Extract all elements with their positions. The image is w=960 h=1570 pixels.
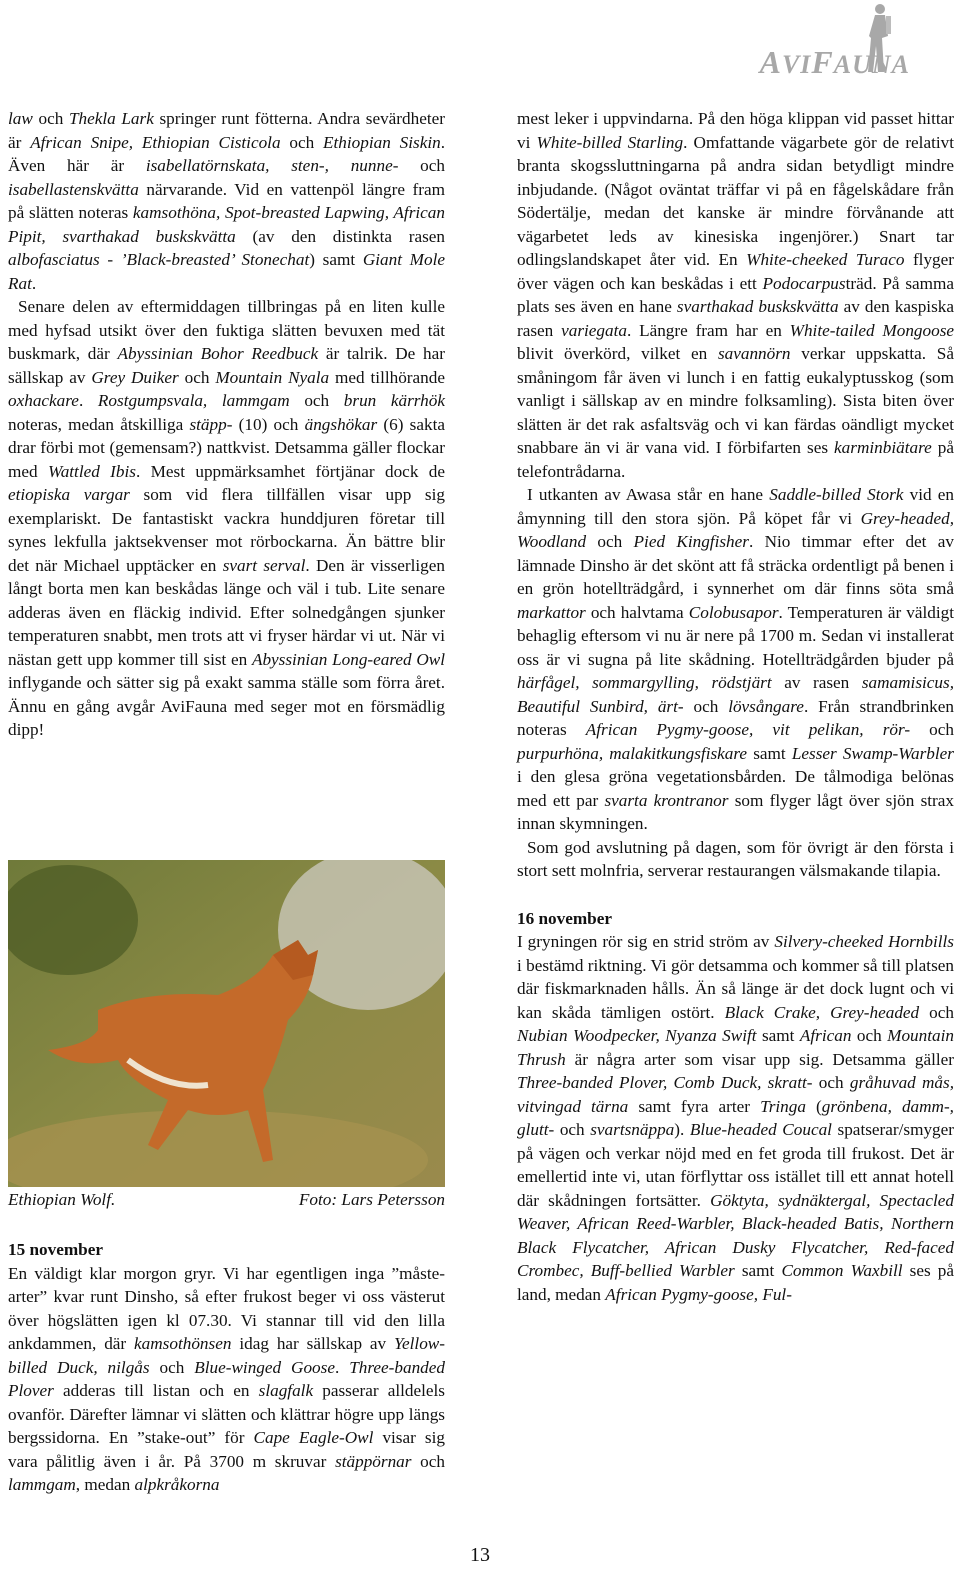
paragraph: law och Thekla Lark springer runt fötterna. Andra sevärdheter är African Snipe, Ethiopian Cisticola och Ethiopian Siskin. Även här är isabellatörnskata, sten-, nunne- och isabellastenskvätta närvarande. Vid en vattenpöl längre fram på slätten noteras kamsothöna, Spot-breasted Lapwing, African Pipit, svarthakad buskskvätta (av den distinkta rasen albofasciatus - ’Black-breasted’ Stonechat) samt Giant Mole Rat.	[8, 109, 445, 293]
paragraph: Som god avslutning på dagen, som för övrigt är den första i stort sett molnfria, serverar restaurangen välsmakande tilapia.	[517, 837, 954, 880]
day-heading: 16 november	[517, 908, 612, 928]
left-column-top	[8, 107, 445, 742]
ethiopian-wolf-photo	[8, 860, 445, 1187]
page-number: 13	[470, 1544, 490, 1566]
avifauna-logo	[710, 0, 910, 80]
paragraph: I utkanten av Awasa står en hane Saddle-billed Stork vid en åmynning till den stora sjön. På köpet får vi Grey-headed, Woodland och Pied Kingfisher. Nio timmar efter det av lämnade Dinsho är det skönt att få sträcka ordentligt på benen i en grön hotellträdgård, i synnerhet om där finns söta små markattor och halvtama Colobusapor. Temperaturen är väldigt behaglig eftersom vi nu är nere på 1700 m. Sedan vi installerat oss är vi sugna på lite skådning. Hotellträdgården bjuder på härfågel, sommargylling, rödstjärt av rasen samamisicus, Beautiful Sunbird, ärt- och lövsångare. Från strandbrinken noteras African Pygmy-goose, vit pelikan, rör- och purpurhöna, malakitkungsfiskare samt Lesser Swamp-Warbler i den glesa gröna vegetationsbården. De tålmodiga belönas med ett par svarta krontranor som flyger lågt över sjön strax innan skymningen.	[517, 485, 955, 833]
paragraph: I gryningen rör sig en strid ström av Silvery-cheeked Hornbills i bestämd riktning. Vi gör detsamma och kommer så till platsen där fiskmarknaden hålls. Än så länge är det dock lugnt och vi kan skåda tämligen ostört. Black Crake, Grey-headed och Nubian Woodpecker, Nyanza Swift samt African och Mountain Thrush är några arter som visar upp sig. Detsamma gäller Three-banded Plover, Comb Duck, skratt- och gråhuvad mås, vitvingad tärna samt fyra arter Tringa (grönbena, damm-, glutt- och svartsnäppa). Blue-headed Coucal spatserar/smyger på vägen och verkar nöjd med en fet groda till frukost. Det är emellertid inte vi, utan förflyttar oss istället till ett annat hotell där skådningen fortsätter. Göktyta, sydnäktergal, Spectacled Weaver, African Reed-Warbler, Black-headed Batis, Northern Black Flycatcher, African Dusky Flycatcher, Red-faced Crombec, Buff-bellied Warbler samt Common Waxbill ses på land, medan African Pygmy-goose, Ful-	[517, 932, 955, 1304]
caption-text: Ethiopian Wolf.	[8, 1190, 116, 1209]
photo-caption	[8, 1190, 445, 1210]
day-heading: 15 november	[8, 1240, 103, 1259]
paragraph: mest leker i uppvindarna. På den höga klippan vid passet hittar vi White-billed Starling. Omfattande vägarbete gör de relativt branta skogssluttningarna på andra sidan betydligt mindre inbjudande. (Något oväntat träffar vi på en fågelskådare från Södertälje, medan det kanske är mindre förvånande att vägarbetet leds av kinesiska ingenjörer.) Snart tar odlingslandskapet åter vid. En White-cheeked Turaco flyger över vägen och kan beskådas i ett Podocarpusträd. På samma plats ses även en hane svarthakad buskskvätta av den kaspiska rasen variegata. Längre fram har en White-tailed Mongoose blivit överkörd, vilket en savannörn verkar uppskatta. Så småningom får även vi lunch i en fattig eukalyptusskog (som vanligt i sällskap av en mindre folksamling). Sista biten över slätten är det rak asfaltsväg och vi kan färdas oändligt mycket snabbare än vi är vana vid. I förbifarten ses karminbiätare på telefontrådarna.	[517, 109, 955, 481]
paragraph: En väldigt klar morgon gryr. Vi har egentligen inga ”måste-arter” kvar runt Dinsho, så efter frukost beger vi oss västerut över högslätten igen kl 07.30. Vi stannar till vid den lilla ankdammen, där kamsothönsen idag har sällskap av Yellow-billed Duck, nilgås och Blue-winged Goose. Three-banded Plover adderas till listan och en slagfalk passerar alldelels ovanför. Därefter lämnar vi slätten och klättrar högre upp längs bergssidorna. En ”stake-out” för Cape Eagle-Owl visar sig vara pålitlig även i år. På 3700 m skruvar stäppörnar och lammgam, medan alpkråkorna	[8, 1263, 445, 1494]
paragraph: Senare delen av eftermiddagen tillbringas på en liten kulle med hyfsad utsikt över den fuktiga slätten bevuxen med tät buskmark, där Abyssinian Bohor Reedbuck är talrik. De har sällskap av Grey Duiker och Mountain Nyala med tillhörande oxhackare. Rostgumpsvala, lammgam och brun kärrhök noteras, medan åtskilliga stäpp- (10) och ängshökar (6) sakta drar förbi mot (gemensam?) nattkvist. Detsamma gäller flockar med Wattled Ibis. Mest uppmärksamhet förtjänar dock de etiopiska vargar som vid flera tillfällen visar upp sig exemplariskt. De fantastiskt vackra hunddjuren företar till synes lekfulla jaktsekvenser mot rörbockarna. Än bättre blir det när Michael upptäcker en svart serval. Den är visserligen långt borta men kan beskådas länge och väl i tub. Lite senare adderas även en fläckig individ. Efter solnedgången sjunker temperaturen snabbt, men trots att vi fryser härdar vi ut. När vi nästan gett upp kommer till sist en Abyssinian Long-eared Owl inflygande och sätter sig på exakt samma ställe som förra året. Ännu en gång avgår AviFauna med seger mot en försmädlig dipp!	[8, 297, 446, 739]
photo-credit: Foto: Lars Petersson	[298, 1190, 445, 1209]
right-column	[517, 107, 954, 1306]
left-column-bottom	[8, 1238, 445, 1497]
logo-wordmark: AVIFAUNA	[759, 44, 910, 80]
